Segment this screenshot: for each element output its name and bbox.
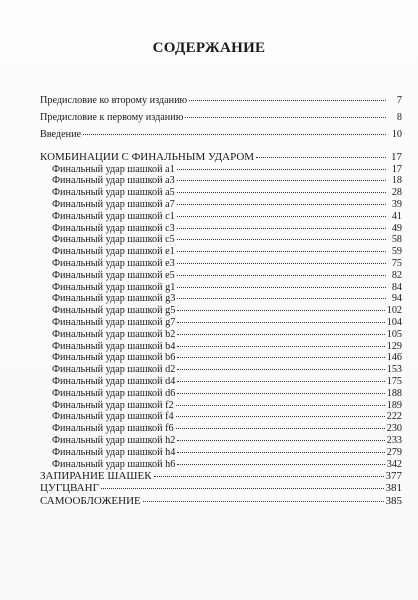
toc-subentry-page: 59 bbox=[391, 246, 402, 258]
toc-subentry bbox=[40, 352, 402, 364]
toc-subentry-label: Финальный удар шашкой d2 bbox=[52, 364, 176, 376]
toc-leader-dots bbox=[177, 345, 384, 347]
toc-subentry bbox=[40, 341, 402, 353]
toc-subentry-page: 342 bbox=[386, 458, 402, 470]
toc-section-label: КОМБИНАЦИИ С ФИНАЛЬНЫМ УДАРОМ bbox=[40, 151, 255, 164]
toc-subentry-label: Финальный удар шашкой g3 bbox=[52, 293, 176, 305]
toc-leader-dots bbox=[83, 133, 386, 135]
toc-subentry-label: Финальный удар шашкой b4 bbox=[52, 340, 176, 352]
toc-subentry bbox=[40, 305, 402, 317]
toc-subentry bbox=[40, 317, 402, 329]
toc-subentry bbox=[40, 376, 402, 388]
table-of-contents bbox=[40, 95, 402, 507]
toc-leader-dots bbox=[177, 297, 386, 299]
toc-subentry bbox=[40, 234, 402, 246]
toc-subentry-label: Финальный удар шашкой g1 bbox=[52, 281, 176, 293]
toc-subentry-label: Финальный удар шашкой e5 bbox=[52, 269, 175, 281]
toc-subentry-page: 146 bbox=[386, 352, 402, 364]
toc-subentry-page: 41 bbox=[391, 210, 402, 222]
toc-leader-dots bbox=[177, 392, 384, 394]
toc-entry-page: 7 bbox=[396, 95, 402, 106]
toc-leader-dots bbox=[189, 99, 386, 101]
toc-subentry-label: Финальный удар шашкой e1 bbox=[52, 246, 175, 258]
toc-subentry-label: Финальный удар шашкой h6 bbox=[52, 458, 176, 470]
toc-subentry-page: 17 bbox=[391, 163, 402, 175]
toc-subentry-label: Финальный удар шашкой c5 bbox=[52, 234, 175, 246]
toc-section-page: 381 bbox=[385, 482, 402, 495]
toc-subentry bbox=[40, 199, 402, 211]
toc-subentry-page: 233 bbox=[386, 434, 402, 446]
toc-subentry bbox=[40, 459, 402, 471]
toc-subentry bbox=[40, 282, 402, 294]
toc-subentry-label: Финальный удар шашкой d4 bbox=[52, 375, 176, 387]
toc-section-self-encirclement bbox=[40, 495, 402, 507]
toc-subentry bbox=[40, 293, 402, 305]
toc-subentries bbox=[40, 164, 402, 471]
toc-subentry-label: Финальный удар шашкой a1 bbox=[52, 163, 175, 175]
toc-leader-dots bbox=[176, 415, 385, 417]
toc-leader-dots bbox=[177, 356, 384, 358]
toc-subentry bbox=[40, 223, 402, 235]
toc-leader-dots bbox=[143, 500, 384, 502]
toc-subentry-page: 129 bbox=[386, 340, 402, 352]
toc-subentry bbox=[40, 364, 402, 376]
toc-subentry-page: 84 bbox=[391, 281, 402, 293]
toc-subentry-page: 75 bbox=[391, 257, 402, 269]
toc-leader-dots bbox=[177, 309, 384, 311]
toc-subentry-label: Финальный удар шашкой c3 bbox=[52, 222, 175, 234]
toc-section-page: 385 bbox=[385, 494, 402, 507]
toc-subentry bbox=[40, 388, 402, 400]
toc-subentry-page: 104 bbox=[386, 316, 402, 328]
toc-subentry bbox=[40, 411, 402, 423]
page-title: СОДЕРЖАНИЕ bbox=[152, 40, 266, 56]
toc-entry-introduction bbox=[40, 129, 402, 141]
toc-subentry-label: Финальный удар шашкой h4 bbox=[52, 446, 176, 458]
toc-subentry-page: 188 bbox=[386, 387, 402, 399]
toc-entry-label: Введение bbox=[40, 128, 82, 140]
toc-subentry-page: 222 bbox=[386, 411, 402, 423]
toc-subentry-label: Финальный удар шашкой a5 bbox=[52, 187, 175, 199]
toc-subentry-label: Финальный удар шашкой f2 bbox=[52, 399, 174, 411]
toc-entry-preface-second bbox=[40, 95, 402, 107]
toc-subentry-page: 105 bbox=[386, 328, 402, 340]
toc-entry-page: 8 bbox=[396, 111, 402, 123]
toc-subentry-page: 279 bbox=[386, 446, 402, 458]
toc-leader-dots bbox=[154, 475, 384, 477]
toc-subentry-label: Финальный удар шашкой h2 bbox=[52, 434, 176, 446]
toc-section-page: 377 bbox=[385, 470, 402, 483]
toc-leader-dots bbox=[177, 227, 386, 229]
toc-subentry-page: 102 bbox=[386, 305, 402, 317]
toc-section-label: ЦУГЦВАНГ bbox=[40, 482, 99, 495]
toc-leader-dots bbox=[101, 487, 384, 489]
toc-subentry-page: 28 bbox=[391, 187, 402, 199]
toc-leader-dots bbox=[177, 439, 384, 441]
toc-subentry-label: Финальный удар шашкой b2 bbox=[52, 328, 176, 340]
toc-leader-dots bbox=[177, 274, 386, 276]
toc-subentry-page: 18 bbox=[391, 175, 402, 187]
toc-subentry-label: Финальный удар шашкой a3 bbox=[52, 175, 175, 187]
toc-leader-dots bbox=[256, 156, 386, 158]
toc-entry-preface-first bbox=[40, 112, 402, 124]
toc-leader-dots bbox=[176, 404, 385, 406]
toc-subentry-page: 189 bbox=[386, 399, 402, 411]
toc-section-label: САМООБЛОЖЕНИЕ bbox=[40, 494, 141, 507]
toc-leader-dots bbox=[177, 380, 384, 382]
toc-subentry bbox=[40, 423, 402, 435]
toc-subentry-label: Финальный удар шашкой c1 bbox=[52, 210, 175, 222]
toc-subentry-label: Финальный удар шашкой g5 bbox=[52, 305, 176, 317]
toc-subentry-label: Финальный удар шашкой g7 bbox=[52, 316, 176, 328]
toc-subentry bbox=[40, 329, 402, 341]
toc-leader-dots bbox=[177, 286, 386, 288]
toc-leader-dots bbox=[177, 168, 386, 170]
toc-subentry bbox=[40, 400, 402, 412]
toc-subentry-page: 39 bbox=[391, 198, 402, 210]
toc-leader-dots bbox=[177, 215, 386, 217]
toc-section-blocking bbox=[40, 470, 402, 482]
toc-subentry-label: Финальный удар шашкой a7 bbox=[52, 198, 175, 210]
toc-subentry-page: 153 bbox=[386, 364, 402, 376]
toc-subentry-label: Финальный удар шашкой f4 bbox=[52, 411, 174, 423]
toc-entry-label: Предисловие ко второму изданию bbox=[40, 95, 188, 106]
toc-subentry bbox=[40, 447, 402, 459]
toc-leader-dots bbox=[177, 463, 384, 465]
toc-entry-page: 10 bbox=[391, 128, 402, 140]
toc-leader-dots bbox=[177, 238, 386, 240]
toc-subentry-page: 230 bbox=[386, 423, 402, 435]
toc-subentry bbox=[40, 435, 402, 447]
toc-leader-dots bbox=[177, 250, 386, 252]
toc-subentry bbox=[40, 270, 402, 282]
toc-leader-dots bbox=[177, 262, 386, 264]
toc-section-combinations bbox=[40, 151, 402, 163]
toc-leader-dots bbox=[177, 203, 386, 205]
toc-subentry-page: 58 bbox=[391, 234, 402, 246]
toc-subentry-label: Финальный удар шашкой f6 bbox=[52, 423, 174, 435]
toc-subentry bbox=[40, 211, 402, 223]
toc-section-zugzwang bbox=[40, 482, 402, 494]
toc-subentry bbox=[40, 187, 402, 199]
toc-entry-label: Предисловие к первому изданию bbox=[40, 111, 184, 123]
toc-subentry-label: Финальный удар шашкой e3 bbox=[52, 257, 175, 269]
toc-subentry-page: 94 bbox=[391, 293, 402, 305]
toc-subentry bbox=[40, 164, 402, 176]
toc-subentry-page: 49 bbox=[391, 222, 402, 234]
toc-subentry bbox=[40, 175, 402, 187]
toc-leader-dots bbox=[177, 451, 384, 453]
toc-leader-dots bbox=[177, 321, 384, 323]
toc-subentry-page: 175 bbox=[386, 375, 402, 387]
toc-subentry-page: 82 bbox=[391, 269, 402, 281]
toc-leader-dots bbox=[185, 116, 386, 118]
toc-leader-dots bbox=[177, 179, 386, 181]
toc-subentry bbox=[40, 246, 402, 258]
toc-subentry bbox=[40, 258, 402, 270]
toc-subentry-label: Финальный удар шашкой d6 bbox=[52, 387, 176, 399]
toc-leader-dots bbox=[177, 333, 384, 335]
toc-leader-dots bbox=[176, 427, 385, 429]
toc-leader-dots bbox=[177, 368, 384, 370]
toc-section-page: 17 bbox=[391, 151, 402, 164]
toc-subentry-label: Финальный удар шашкой b6 bbox=[52, 352, 176, 364]
toc-section-label: ЗАПИРАНИЕ ШАШЕК bbox=[40, 470, 152, 483]
toc-leader-dots bbox=[177, 191, 386, 193]
